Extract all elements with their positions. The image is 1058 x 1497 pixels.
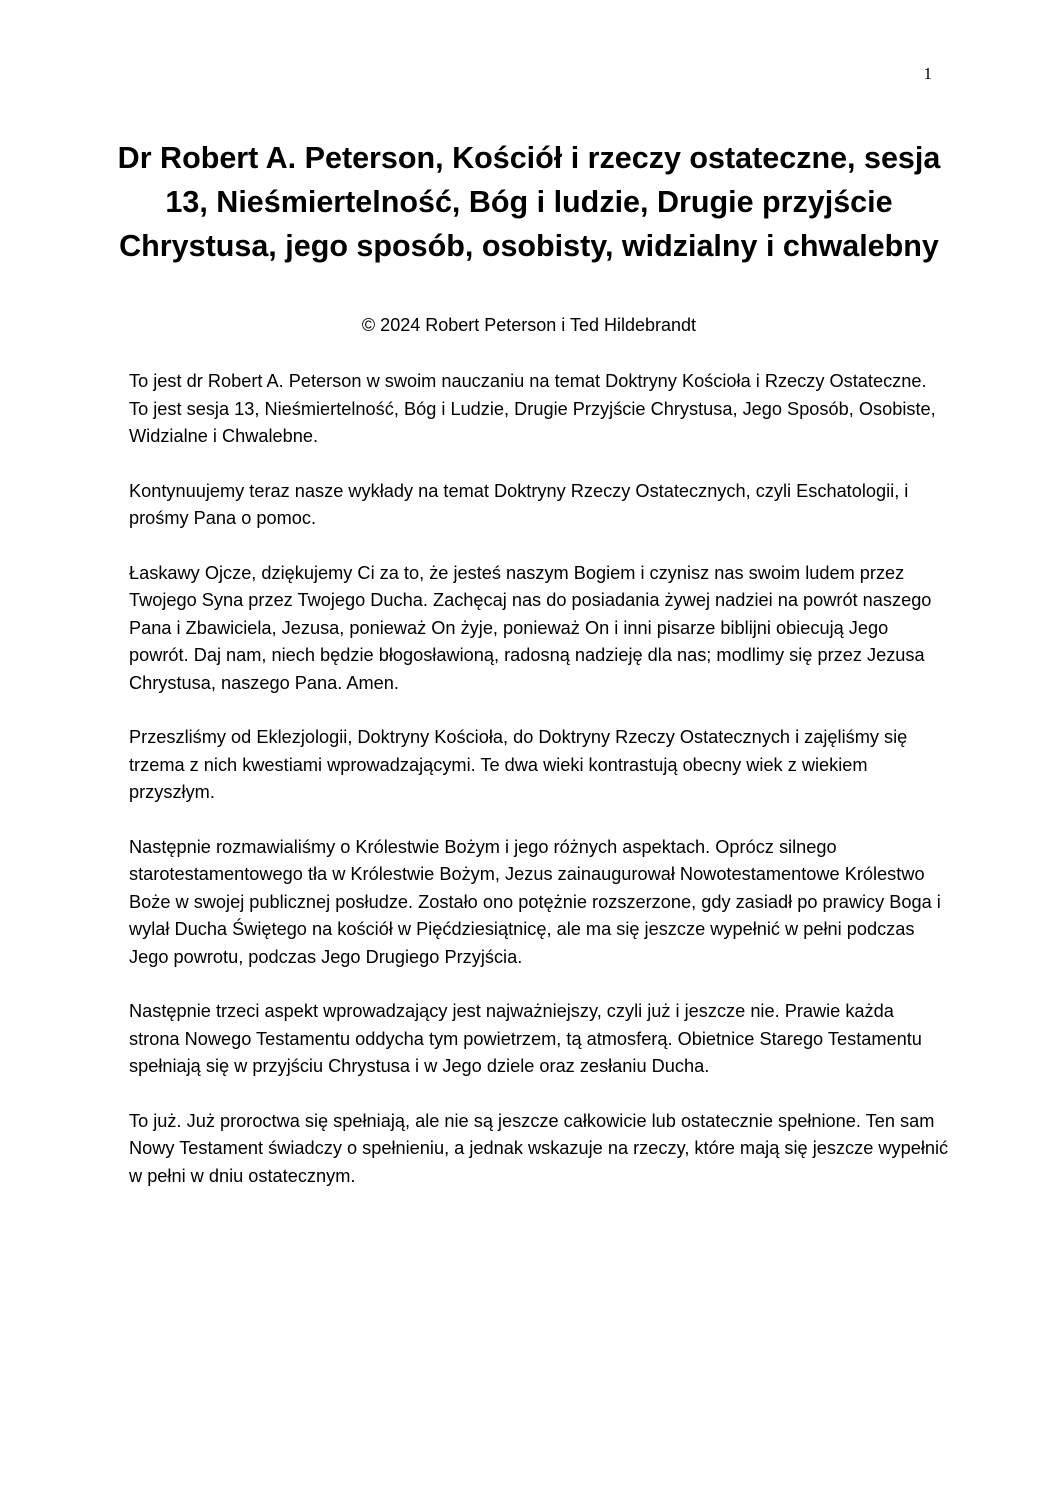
copyright-line: © 2024 Robert Peterson i Ted Hildebrandt bbox=[361, 315, 697, 335]
paragraph: Przeszliśmy od Eklezjologii, Doktryny Kościoła, do Doktryny Rzeczy Ostatecznych i zajęliśmy się trzema z nich kwestiami wprowadzającymi. Te dwa wieki kontrastują obecny wiek z wiekiem przyszłym. bbox=[129, 727, 908, 802]
document-title: Dr Robert A. Peterson, Kościół i rzeczy ostateczne, sesja 13, Nieśmiertelność, Bóg i ludzie, Drugie przyjście Chrystusa, jego sposób, osobisty, widzialny i chwalebny bbox=[117, 141, 941, 263]
document-body bbox=[129, 368, 949, 1217]
paragraph: To jest dr Robert A. Peterson w swoim nauczaniu na temat Doktryny Kościoła i Rzeczy Ostateczne. To jest sesja 13, Nieśmiertelność, Bóg i Ludzie, Drugie Przyjście Chrystusa, Jego Sposób, Osobiste, Widzialne i Chwalebne. bbox=[129, 371, 936, 446]
paragraph: Łaskawy Ojcze, dziękujemy Ci za to, że jesteś naszym Bogiem i czynisz nas swoim ludem przez Twojego Syna przez Twojego Ducha. Zachęcaj nas do posiadania żywej nadziei na powrót naszego Pana i Zbawiciela, Jezusa, ponieważ On żyje, ponieważ On i inni pisarze biblijni obiecują Jego powrót. Daj nam, niech będzie błogosławioną, radosną nadzieję dla nas; modlimy się przez Jezusa Chrystusa, naszego Pana. Amen. bbox=[129, 562, 932, 693]
page-number: 1 bbox=[923, 64, 932, 83]
paragraph: Następnie rozmawialiśmy o Królestwie Bożym i jego różnych aspektach. Oprócz silnego starotestamentowego tła w Królestwie Bożym, Jezus zainaugurował Nowotestamentowe Królestwo Boże w swojej publicznej posłudze. Zostało ono potężnie rozszerzone, gdy zasiadł po prawicy Boga i wylał Ducha Świętego na kościół w Pięćdziesiątnicę, ale ma się jeszcze wypełnić w pełni podczas Jego powrotu, podczas Jego Drugiego Przyjścia. bbox=[129, 836, 941, 967]
paragraph: Następnie trzeci aspekt wprowadzający jest najważniejszy, czyli już i jeszcze nie. Prawie każda strona Nowego Testamentu oddycha tym powietrzem, tą atmosferą. Obietnice Starego Testamentu spełniają się w przyjściu Chrystusa i w Jego dziele oraz zesłaniu Ducha. bbox=[129, 1001, 922, 1076]
paragraph: Kontynuujemy teraz nasze wykłady na temat Doktryny Rzeczy Ostatecznych, czyli Eschatologii, i prośmy Pana o pomoc. bbox=[129, 480, 909, 528]
paragraph: To już. Już proroctwa się spełniają, ale nie są jeszcze całkowicie lub ostatecznie spełnione. Ten sam Nowy Testament świadczy o spełnieniu, a jednak wskazuje na rzeczy, które mają się jeszcze wypełnić w pełni w dniu ostatecznym. bbox=[129, 1110, 949, 1186]
